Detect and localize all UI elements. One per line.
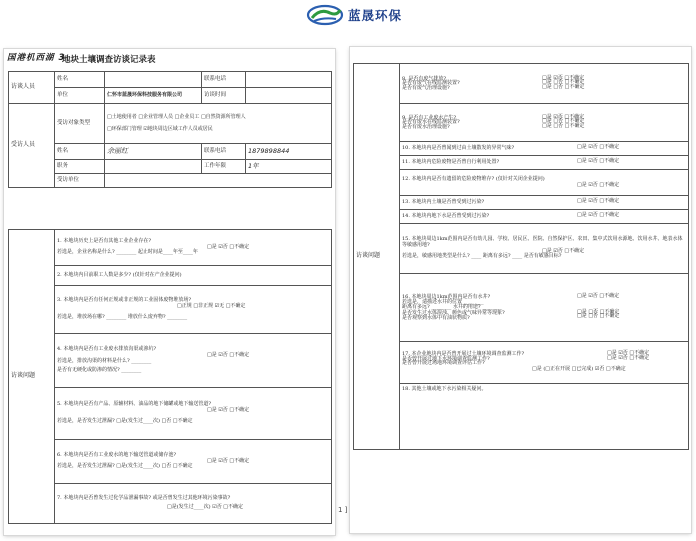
question-1-sub: 若选是，企业名称是什么? ________ 起止时间是____年至____年 xyxy=(57,249,198,256)
years-label: 工作年限 xyxy=(202,160,246,174)
interview-time-label: 访谈时间 xyxy=(202,88,246,104)
question-17-sub2: 是否曾开展过场地环境调查评估工作? xyxy=(402,360,485,367)
contact-label: 联系电话 xyxy=(202,72,246,88)
form-page-left xyxy=(4,49,335,535)
question-6-sub: 若选是，是否发生过泄漏? □是(发生过____次) □否 □不确定 xyxy=(57,463,193,470)
question-11: 11. 本地块内危险废物是否曾自行利用处置? xyxy=(402,159,500,166)
question-8: 8. 是否有废气排放? xyxy=(402,75,447,82)
question-16: 16. 本地块周边1km范围内是否有水井? xyxy=(402,294,491,300)
type-options-line1: □土地使用者 □企业管理人员 □企业员工 □自然资源所管理人 xyxy=(107,113,246,120)
interviewer-label: 访谈人员 xyxy=(9,72,55,104)
question-17-options: □是 ☑否 □不确定 xyxy=(607,350,650,356)
question-8-sub2: 是否有废气治理设施? xyxy=(402,84,450,91)
contact-cell xyxy=(246,72,332,88)
question-14-options: □是 ☑否 □不确定 xyxy=(577,212,620,218)
question-3-options: □正规 □非正规 ☑无 □不确定 xyxy=(177,303,246,310)
question-3-sub: 若选是，堆放场在哪? ________ 堆放什么废弃物? ________ xyxy=(57,313,188,320)
years-value: 1年 xyxy=(246,160,332,174)
brand-name: 蓝晟环保 xyxy=(348,8,403,23)
name-label: 姓名 xyxy=(55,72,105,88)
question-4-sub1: 若选是，排放沟渠的材料是什么? ________ xyxy=(57,357,152,364)
question-12-options: □是 ☑否 □不确定 xyxy=(577,181,620,188)
type-options-line2: □环保部门管理 ☑地块周边区域工作人员或居民 xyxy=(107,125,213,132)
question-8-options: □是 ☑否 □不确定 xyxy=(542,74,585,81)
question-7: 7. 本地块内是否曾发生过化学品泄漏事故? 或是否曾发生过其他环境污染事故? xyxy=(57,495,231,502)
handwritten-site-name: 国港机西湖 3 xyxy=(7,53,66,63)
question-4-sub2: 是否有无硬化或防渗的情况? ________ xyxy=(57,367,142,374)
question-12: 12. 本地块内是否有遗留的危险废物堆存? (仅针对关闭企业提问) xyxy=(402,175,545,182)
question-2: 2. 本地块内目前职工人数是多少? (仅针对在产企业提问) xyxy=(57,271,182,278)
interview-time-cell xyxy=(246,88,332,104)
question-17-sub1-options: □是 ☑否 □不确定 xyxy=(607,354,650,361)
question-9-options: □是 ☑否 □不确定 xyxy=(542,113,585,120)
interviewer-name-cell xyxy=(105,72,202,88)
question-5-sub: 若选是，是否发生过泄漏? □是(发生过____次) □否 □不确定 xyxy=(57,417,193,424)
question-4: 4. 本地块内是否有工业废水排放沟渠或渗坑? xyxy=(57,346,157,352)
interviewee-name: 余丽红 xyxy=(105,144,202,160)
form-page-right xyxy=(350,47,691,533)
question-8-sub1: 是否有废气在线监测装置? xyxy=(402,80,460,87)
question-1: 1. 本地块历史上是否有其他工业企业存在? xyxy=(57,237,152,244)
page-mark: 1 ] xyxy=(338,506,348,514)
interviewee-label: 受访人员 xyxy=(9,104,55,188)
question-1-options: □是 ☑否 □不确定 xyxy=(207,243,250,250)
question-9: 9. 是否有工业废水产生? xyxy=(402,114,457,121)
phone-label: 联系电话 xyxy=(202,144,246,160)
question-6: 6. 本地块内是否有工业废水的地下输送管道或储存池? xyxy=(57,451,177,458)
question-11-options: □是 ☑否 □不确定 xyxy=(577,158,620,164)
question-17-sub2-options: □是 (□正在开展 □已完成) ☑否 □不确定 xyxy=(532,366,626,372)
type-label: 受访对象类型 xyxy=(55,104,105,144)
position-cell xyxy=(105,160,202,174)
question-6-options: □是 ☑否 □不确定 xyxy=(207,457,250,464)
question-9-sub2: 是否有废水治理设施? xyxy=(402,123,450,130)
question-14: 14. 本地块内地下水是否曾受到过污染? xyxy=(402,213,490,220)
section-label-left: 访谈问题 xyxy=(9,230,55,524)
section-label-right: 访谈问题 xyxy=(354,64,400,450)
question-3: 3. 本地块内是否有任何正规或非正规的工业固体废物堆放场? xyxy=(57,297,192,304)
interview-info-table xyxy=(8,71,332,188)
question-15-options: □是 ☑否 □不确定 xyxy=(542,247,585,254)
question-7-options: □是(发生过____次) ☑否 □不确定 xyxy=(167,504,244,510)
name2-label: 姓名 xyxy=(55,144,105,160)
unit2-cell xyxy=(105,174,332,188)
question-9-sub2-options: □是 □否 □不确定 xyxy=(542,122,585,129)
question-5: 5. 本地块内是否有产品、原辅材料、油品的地下储罐或地下输送管道? xyxy=(57,401,212,408)
question-13: 13. 本地块内土壤是否曾受到过污染? xyxy=(402,199,485,206)
unit2-label: 受访单位 xyxy=(55,174,105,188)
question-15: 15. 本地块周边1km范围内是否有幼儿园、学校、居民区、医院、自然保护区、农田、集中式饮用水源地、饮用水井、地表水体等敏感用地? xyxy=(402,236,683,248)
question-16-sub2: 距离有多远? ________ 水井的用途? ________ xyxy=(402,304,503,311)
questions-table-left xyxy=(8,229,332,524)
question-16-sub3-options: □是 □否 □不确定 xyxy=(577,308,620,315)
page-header xyxy=(0,0,696,30)
question-17-sub1: 是否曾开展过地下水环境调查监测工作? xyxy=(402,355,490,362)
question-16-sub4: 是否观察到水体中有油状物质? xyxy=(402,314,470,321)
question-10-options: □是 ☑否 □不确定 xyxy=(577,144,620,150)
question-15-sub: 若选是，敏感用地类型是什么? ____ 距离有多远? ____ 是否有敏感目标? xyxy=(402,253,562,260)
question-18: 18. 其他土壤或地下水污染相关疑问。 xyxy=(402,386,487,392)
question-16-sub3: 是否发生过水体混浊、颜色或气味异常等现象? xyxy=(402,310,505,316)
question-5-options: □是 ☑否 □不确定 xyxy=(207,407,250,414)
questions-table-right xyxy=(353,63,689,450)
question-8-sub1-options: □是 □否 □不确定 xyxy=(542,79,585,85)
form-title: 地块土壤调查访谈记录表 xyxy=(62,55,156,65)
question-9-sub1: 是否有废水在线监测装置? xyxy=(402,119,460,126)
question-8-sub2-options: □是 □否 □不确定 xyxy=(542,83,585,90)
question-16-sub4-options: □是 □否 □不确定 xyxy=(577,313,620,320)
question-9-sub1-options: □是 □否 □不确定 xyxy=(542,118,585,124)
question-4-options: □是 ☑否 □不确定 xyxy=(207,351,250,358)
unit-label: 单位 xyxy=(55,88,105,104)
unit-value: 仁怀市蓝晟环保科技服务有限公司 xyxy=(105,88,202,104)
question-13-options: □是 ☑否 □不确定 xyxy=(577,198,620,204)
question-16-sub1: 若选是，请描述水井的位置 ________ xyxy=(402,298,484,305)
question-16-options: □是 ☑否 □不确定 xyxy=(577,292,620,299)
phone-value: 1879898844 xyxy=(246,144,332,160)
question-10: 10. 本地块内是否曾闻到过由土壤散发的异常气味? xyxy=(402,145,515,152)
position-label: 职务 xyxy=(55,160,105,174)
question-17: 17. 本企业地块内是否曾开展过土壤环境调查监测工作? xyxy=(402,351,525,358)
brand-logo-icon xyxy=(306,4,344,26)
